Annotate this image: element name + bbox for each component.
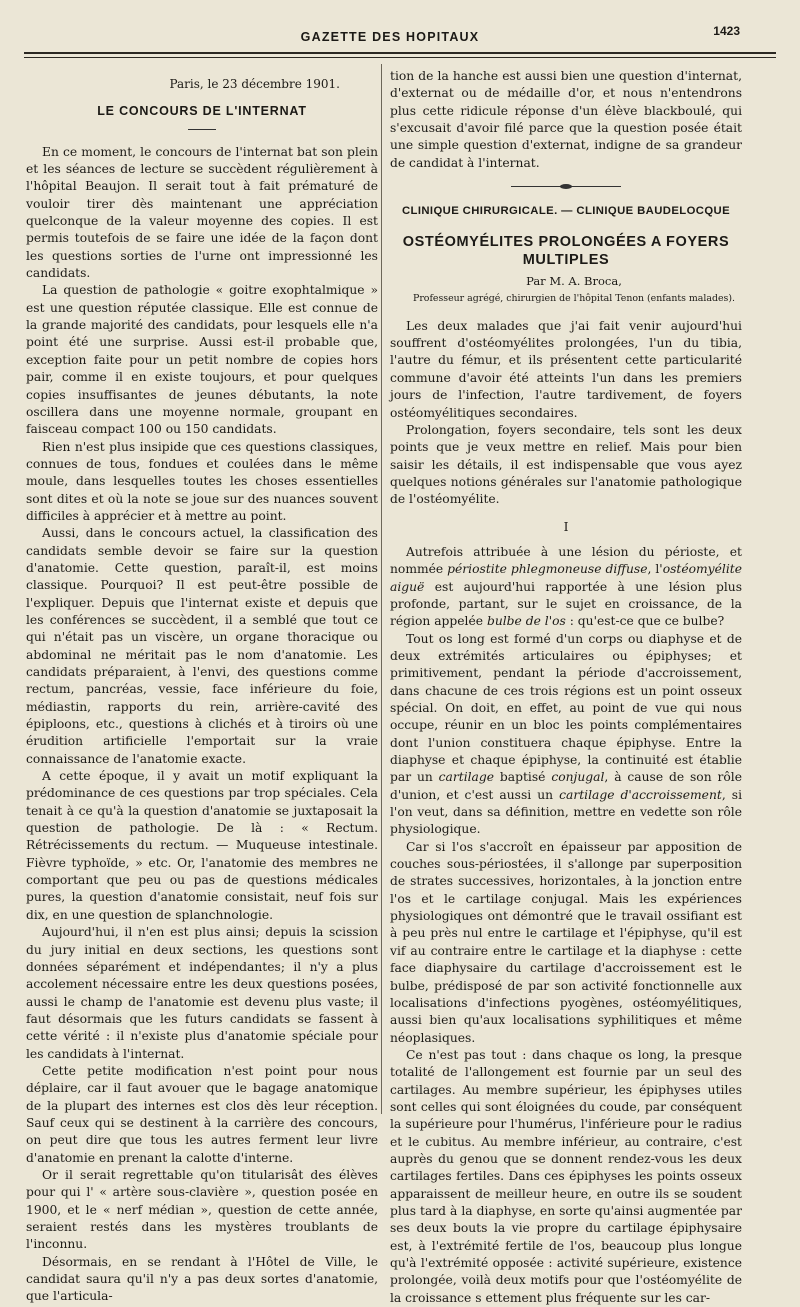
page-number: 1423 [713, 24, 740, 38]
italic-term: conjugal [551, 770, 605, 785]
left-column [26, 68, 378, 1306]
running-header-title: GAZETTE DES HOPITAUX [300, 30, 480, 44]
italic-term: périostite phlegmoneuse diffuse [447, 562, 648, 577]
left-paragraph: Aussi, dans le concours actuel, la classification des candidats semble devoir se faire sur la question d'anatomie. Cette question, paraît-il, est moins classique. Pourquoi? Il est peut-être possible de l'expliquer. Depuis que l'internat existe et depuis que les conférences se succèdent, il a semblé que tout ce qui n'était pas un viscère, un organe thoracique ou abdominal ne méritait pas le nom d'anatomie. Les candidats préparaient, à l'envi, des questions comme rectum, pancréas, vessie, face inférieure du foie, médiastin, rapports du rein, arrière-cavité des épiploons, etc., questions à clichés et à tiroirs où une érudition artificielle l'emportait sur la vraie connaissance de l'anatomie exacte. [26, 526, 378, 766]
section-numeral: I [563, 519, 569, 534]
heading-rule [188, 129, 216, 130]
right-paragraph [390, 631, 742, 839]
left-paragraph: La question de pathologie « goitre exophtalmique » est une question réputée classique. Elle est connue de la grande majorité des candidats, pour lesquels elle n'a point été une surprise. Aussi est-il probable que, exception faite pour un petit nombre de copies hors pair, comme il en existe toujours, et pour quelques copies insuffisantes de jeunes débutants, la note oscillera dans une moyenne normale, groupant en faisceau compact 100 ou 150 candidats. [26, 283, 378, 437]
text-run: : qu'est-ce que ce bulbe? [565, 614, 725, 629]
editorial-heading: LE CONCOURS DE L'INTERNAT [97, 104, 307, 119]
italic-term: cartilage [438, 770, 495, 785]
right-paragraph: Prolongation, foyers secondaire, tels sont les deux points que je veux mettre en relief. Mais pour bien saisir les détails, il est indispensable que vous ayez quelques notions générales sur l'anatomie pathologique de l'ostéomyélite. [390, 422, 742, 507]
left-paragraph: En ce moment, le concours de l'internat bat son plein et les séances de lecture se succèdent régulièrement à l'hôpital Beaujon. Il serait tout à fait prématuré de vouloir tirer dès maintenant une appréciation quelconque de la valeur moyenne des copies. Il est permis toutefois de se faire une idée de la façon dont les questions sorties de l'urne ont impressionné les candidats. [26, 144, 378, 281]
text-run: , l' [647, 562, 663, 577]
text-run: baptisé [494, 770, 552, 785]
left-paragraph: A cette époque, il y avait un motif expliquant la prédominance de ces questions par trop spéciales. Cela tenait à ce qu'à la question d'anatomie se juxtaposait la question de pathologie. De là : « Rectum. Rétrécissements du rectum. — Muqueuse intestinale. Fièvre typhoïde, » etc. Or, l'anatomie des membres ne comportant que peu ou pas de questions médicales pures, la question d'anatomie consistait, neuf fois sur dix, en une question de splanchnologie. [26, 769, 378, 922]
text-run: , à cause de son rôle d'union, et c'est aussi un [390, 770, 742, 802]
text-run: Autrefois attribuée à une lésion du périoste, et nommée [390, 544, 742, 577]
column-divider [381, 64, 382, 1114]
left-paragraph: Rien n'est plus insipide que ces questions classiques, connues de tous, fondues et coulées dans le même moule, dans lesquelles toutes les choses essentielles sont dites et où la note se joue sur des nuances souvent difficiles à apprécier et à mettre au point. [26, 439, 378, 523]
right-paragraph: Ce n'est pas tout : dans chaque os long, la presque totalité de l'allongement est fournie par un seul des cartilages. Au membre supérieur, les épiphyses utiles sont celles qui sont éloignées du coude, par conséquent la supérieure pour l'humérus, l'inférieure pour le radius et le cubitus. Au membre inférieur, au contraire, c'est auprès du genou que se donnent rendez-vous les deux cartilages fertiles. Dans ces épiphyses les points osseux apparaissent de meilleur heure, en outre ils se soudent plus tard à la diaphyse, en sorte qu'ainsi augmentée par ses deux bouts la vie propre du cartilage épiphysaire est, à l'extrémité fertile de l'os, beaucoup plus longue qu'à l'extrémité opposée : activité supérieure, existence prolongée, voilà deux motifs pour que l'ostéomyélite de la croissance s ettement plus fréquente sur les car- [390, 1047, 742, 1305]
article-title: OSTÉOMYÉLITES PROLONGÉES A FOYERS MULTIPLES [402, 234, 730, 268]
left-paragraph: Aujourd'hui, il n'en est plus ainsi; depuis la scission du jury initial en deux sections, les questions sont données séparément et indépendantes; il n'y a plus accolement nécessaire entre les deux questions posées, aussi le champ de l'anatomie est devenu plus vaste; il faut désormais que les futurs candidats se fassent à cette vérité : il n'existe plus d'anatomie spéciale pour les candidats à l'internat. [26, 925, 378, 1061]
left-paragraph: Désormais, en se rendant à l'Hôtel de Ville, le candidat saura qu'il n'y a pas deux sortes d'anatomie, que l'articula- [26, 1254, 378, 1304]
text-run: Tout os long est formé d'un corps ou diaphyse et de deux extrémités articulaires ou épiphyses; et primitivement, pendant la période d'accroissement, dans chacune de ces trois régions est un point osseux spécial. On doit, en effet, au point de vue qui nous occupe, réunir en un bloc les points complémentaires dont l'union constituera chaque épiphyse. Entre la diaphyse et chaque épiphyse, la continuité est établie par un [390, 631, 742, 785]
dateline: Paris, le 23 décembre 1901. [169, 77, 340, 91]
right-paragraph: Car si l'os s'accroît en épaisseur par apposition de couches sous-périostées, il s'allonge par superposition de strates successives, horizontales, à la jonction entre l'os et le cartilage conjugal. Mais les expériences physiologiques ont démontré que le travail ossifiant est à peu près nul entre le cartilage et l'épiphyse, qu'il est vif au contraire entre le cartilage et la diaphyse : cette face diaphysaire du cartilage d'accroissement est le bulbe, prédisposé de par son activité fonctionnelle aux localisations d'infections pyogènes, ostéomyélitiques, aussi bien qu'aux localisations syphilitiques et même néoplasiques. [390, 839, 742, 1045]
italic-term: ostéomyélite aiguë [390, 562, 742, 594]
section-heading: CLINIQUE CHIRURGICALE. — CLINIQUE BAUDELOCQUE [401, 205, 731, 218]
text-run: , si l'on veut, dans sa définition, mettre en vedette son rôle physiologique. [390, 787, 743, 837]
right-column [390, 68, 742, 1307]
section-ornament-rule [511, 186, 621, 187]
left-paragraph: Or il serait regrettable qu'on titularisât des élèves pour qui l' « artère sous-clavière », question posée en 1900, et le « nerf médian », question de cette année, seraient restés dans les mystères troublants de l'inconnu. [26, 1167, 378, 1252]
right-paragraph: Les deux malades que j'ai fait venir aujourd'hui souffrent d'ostéomyélites prolongées, l'un du tibia, l'autre du fémur, et ils présentent cette particularité commune d'avoir été atteints l'un dans les premiers jours de l'infection, l'autre tardivement, de foyers ostéomyélitiques secondaires. [390, 318, 742, 420]
italic-term: cartilage d'accroissement [559, 787, 722, 802]
author-affiliation: Professeur agrégé, chirurgien de l'hôpital Tenon (enfants malades). [413, 293, 735, 305]
left-paragraph: Cette petite modification n'est point pour nous déplaire, car il faut avouer que le bagage anatomique de la plupart des internes est clos dès leur réception. Sauf ceux qui se destinent à la carrière des concours, on peut dire que tous les autres ferment leur livre d'anatomie en prenant la calotte d'interne. [26, 1063, 378, 1165]
header-rule-thin [24, 57, 776, 58]
text-run: est aujourd'hui rapportée à une lésion plus profonde, partant, sur le sujet en croissance, de la région appelée [390, 579, 742, 629]
header-rule [24, 52, 776, 54]
italic-term: bulbe de l'os [486, 614, 566, 629]
right-paragraph [390, 544, 742, 631]
continued-paragraph: tion de la hanche est aussi bien une question d'internat, d'externat ou de médaille d'or, et nous n'entendrons plus cette ridicule réponse d'un élève blackboulé, qui s'excusait d'avoir filé parce que la question posée était une simple question d'externat, indigne de sa grandeur de candidat à l'internat. [390, 69, 742, 170]
article-byline: Par M. A. Broca, [526, 274, 622, 289]
